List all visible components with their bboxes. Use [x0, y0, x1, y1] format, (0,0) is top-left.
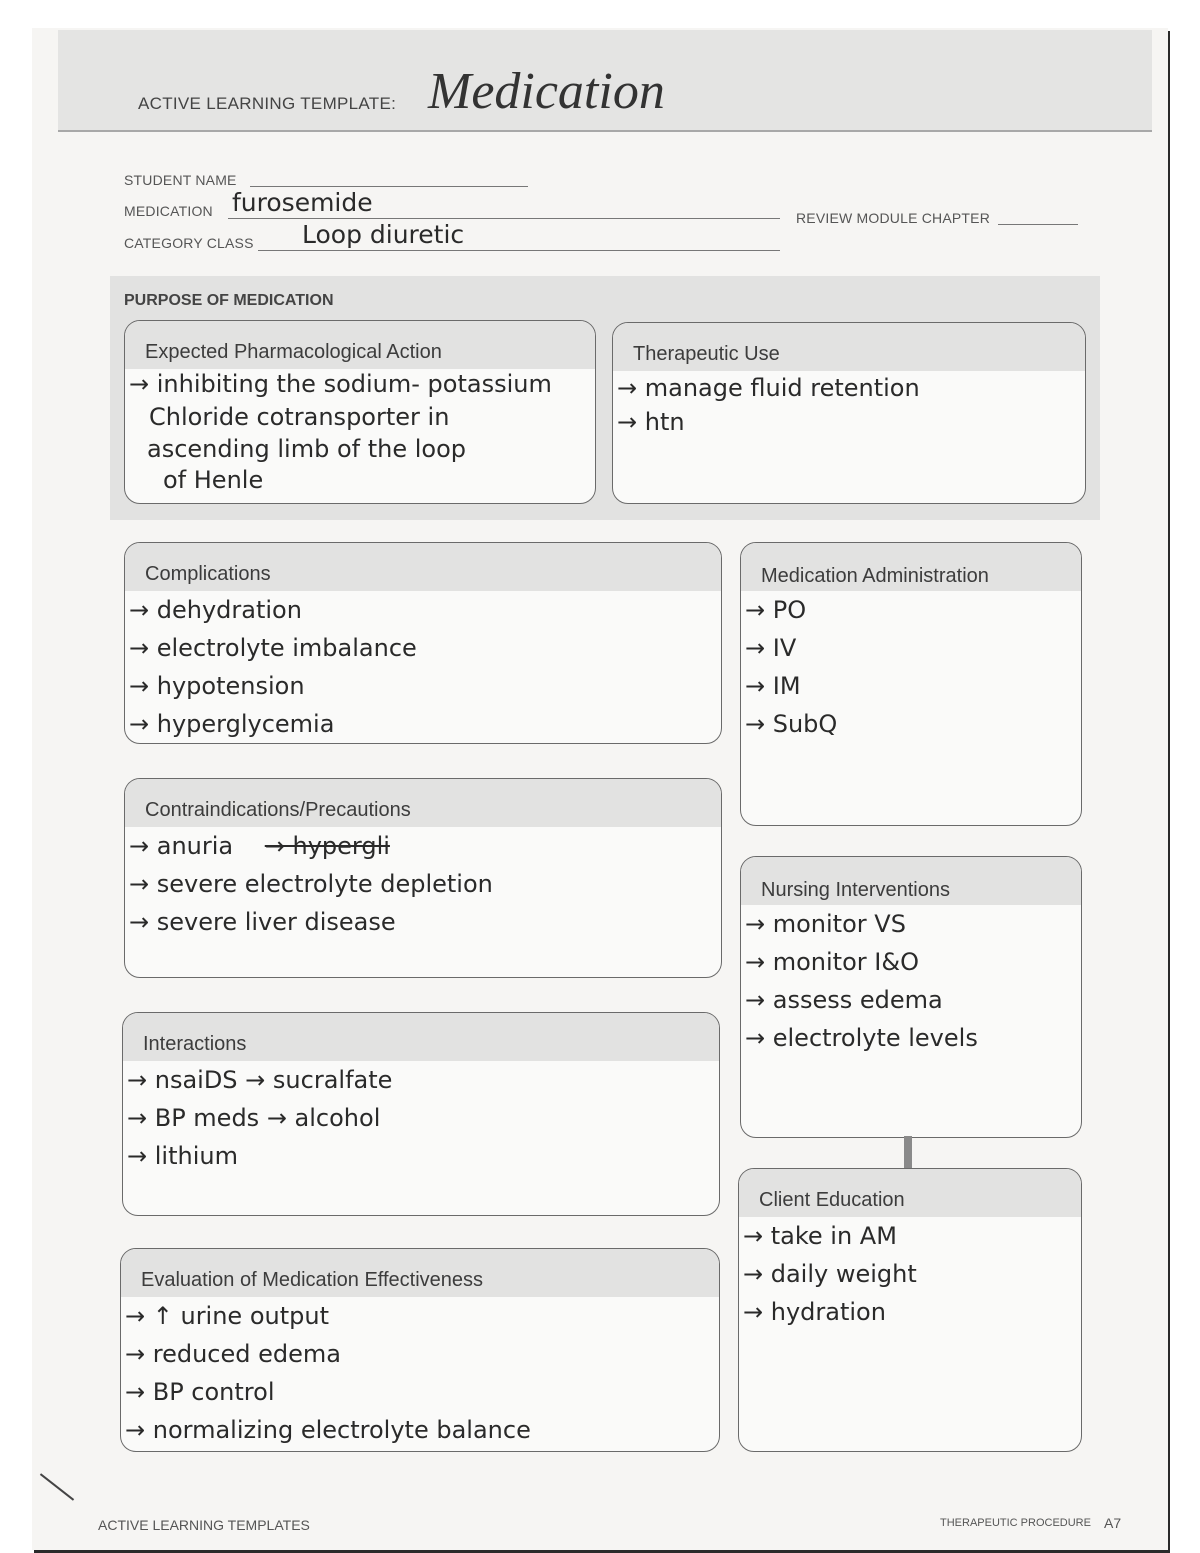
review-module-line	[998, 224, 1078, 225]
medication-line	[228, 218, 780, 219]
contraindication-anuria: → anuria	[129, 832, 234, 860]
footer-left-label: ACTIVE LEARNING TEMPLATES	[98, 1517, 310, 1533]
administration-line: → SubQ	[745, 710, 838, 738]
administration-line: → PO	[745, 596, 807, 624]
contraindications-title: Contraindications/Precautions	[125, 779, 721, 827]
interactions-line: → nsaiDS → sucralfate	[127, 1066, 393, 1094]
client-education-line: → hydration	[743, 1298, 886, 1326]
expected-action-box[interactable]	[124, 320, 596, 504]
client-education-line: → daily weight	[743, 1260, 917, 1288]
administration-box[interactable]	[740, 542, 1082, 826]
nursing-interventions-line: → electrolyte levels	[745, 1024, 978, 1052]
footer-right-label: THERAPEUTIC PROCEDURE	[940, 1517, 1091, 1529]
nursing-interventions-box[interactable]	[740, 856, 1082, 1138]
administration-title: Medication Administration	[741, 543, 1081, 591]
medication-label: MEDICATION	[124, 203, 213, 219]
client-education-box[interactable]	[738, 1168, 1082, 1452]
category-class-line	[258, 250, 780, 251]
page-number: A7	[1104, 1515, 1122, 1531]
medication-value[interactable]: furosemide	[232, 188, 373, 217]
therapeutic-use-line: → htn	[617, 408, 685, 436]
interactions-line: → BP meds → alcohol	[127, 1104, 381, 1132]
template-label: ACTIVE LEARNING TEMPLATE:	[138, 94, 397, 113]
interactions-title: Interactions	[123, 1013, 719, 1061]
expected-action-line: of Henle	[163, 466, 264, 494]
nursing-interventions-line: → assess edema	[745, 986, 943, 1014]
student-name-line	[250, 186, 528, 187]
evaluation-title: Evaluation of Medication Effectiveness	[121, 1249, 719, 1297]
therapeutic-use-line: → manage fluid retention	[617, 374, 920, 402]
complications-line: → dehydration	[129, 596, 302, 624]
contraindications-box[interactable]	[124, 778, 722, 978]
complications-box[interactable]	[124, 542, 722, 744]
struck-out-text: → hypergli	[264, 832, 390, 860]
complications-title: Complications	[125, 543, 721, 591]
category-class-value[interactable]: Loop diuretic	[302, 220, 465, 249]
expected-action-line: ascending limb of the loop	[147, 435, 466, 463]
evaluation-line: → reduced edema	[125, 1340, 341, 1368]
evaluation-line: → ↑ urine output	[125, 1302, 329, 1330]
box-connector	[904, 1136, 912, 1168]
evaluation-line: → BP control	[125, 1378, 275, 1406]
contraindications-line: → severe electrolyte depletion	[129, 870, 493, 898]
purpose-label: PURPOSE OF MEDICATION	[124, 292, 334, 309]
student-name-label: STUDENT NAME	[124, 172, 237, 188]
expected-action-title: Expected Pharmacological Action	[125, 321, 595, 369]
contraindications-line: → severe liver disease	[129, 908, 396, 936]
complications-line: → hypotension	[129, 672, 305, 700]
therapeutic-use-box[interactable]	[612, 322, 1086, 504]
complications-line: → electrolyte imbalance	[129, 634, 417, 662]
nursing-interventions-line: → monitor VS	[745, 910, 906, 938]
evaluation-box[interactable]	[120, 1248, 720, 1452]
interactions-line: → lithium	[127, 1142, 238, 1170]
contraindications-line	[129, 827, 721, 865]
nursing-interventions-title: Nursing Interventions	[741, 857, 1081, 905]
interactions-box[interactable]	[122, 1012, 720, 1216]
therapeutic-use-title: Therapeutic Use	[613, 323, 1085, 371]
nursing-interventions-line: → monitor I&O	[745, 948, 919, 976]
expected-action-line: Chloride cotransporter in	[149, 403, 450, 431]
page-title: Medication	[428, 63, 665, 120]
administration-line: → IM	[745, 672, 801, 700]
client-education-title: Client Education	[739, 1169, 1081, 1217]
evaluation-line: → normalizing electrolyte balance	[125, 1416, 531, 1444]
expected-action-line: → inhibiting the sodium- potassium	[129, 370, 552, 398]
complications-line: → hyperglycemia	[129, 710, 335, 738]
administration-line: → IV	[745, 634, 797, 662]
review-module-label: REVIEW MODULE CHAPTER	[796, 210, 990, 226]
category-class-label: CATEGORY CLASS	[124, 235, 254, 251]
client-education-line: → take in AM	[743, 1222, 897, 1250]
